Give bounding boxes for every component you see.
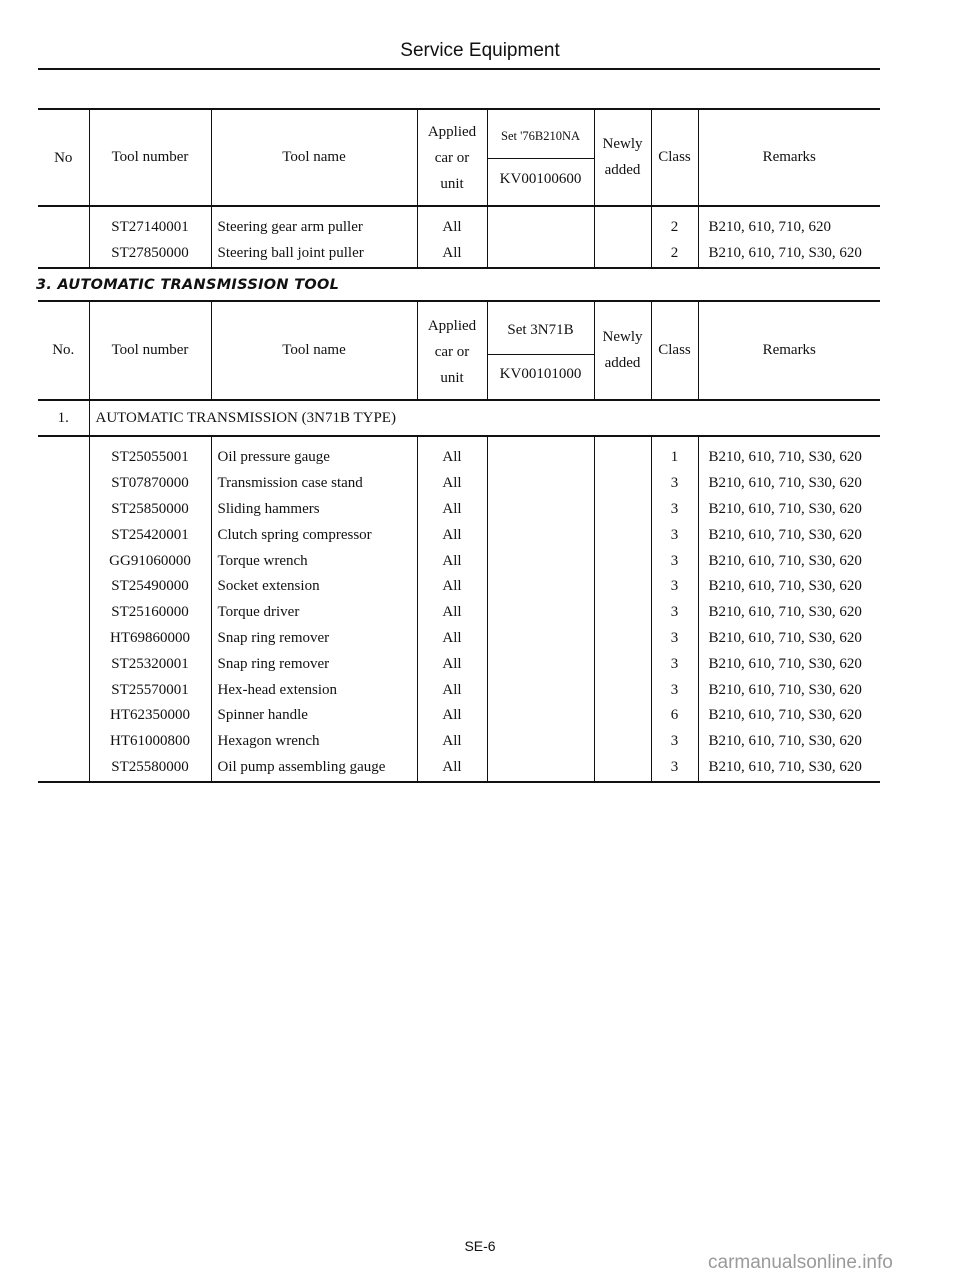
table-row xyxy=(38,445,880,471)
class-cell: 1 xyxy=(651,445,698,471)
set-cell xyxy=(487,729,594,755)
tool-number-cell: ST25850000 xyxy=(89,497,211,523)
tool-name-cell: Torque driver xyxy=(211,600,417,626)
newly-added-cell xyxy=(594,678,651,704)
remarks-cell: B210, 610, 710, S30, 620 xyxy=(698,652,880,678)
class-cell: 3 xyxy=(651,497,698,523)
no-cell xyxy=(38,471,89,497)
table-row xyxy=(38,549,880,575)
header-newly-line2: added xyxy=(604,161,641,178)
automatic-transmission-tools-table xyxy=(38,300,880,783)
set-cell xyxy=(487,497,594,523)
newly-added-cell xyxy=(594,703,651,729)
table-row xyxy=(38,215,880,241)
applied-cell: All xyxy=(417,729,487,755)
class-cell: 3 xyxy=(651,678,698,704)
set-cell xyxy=(487,600,594,626)
tool-number-cell: HT61000800 xyxy=(89,729,211,755)
set-cell xyxy=(487,549,594,575)
header-set-name: Set 3N71B xyxy=(487,301,594,354)
tool-name-cell: Steering gear arm puller xyxy=(211,215,417,241)
tool-number-cell: GG91060000 xyxy=(89,549,211,575)
table-row xyxy=(38,626,880,652)
watermark: carmanualsonline.info xyxy=(708,1252,893,1273)
set-cell xyxy=(487,215,594,241)
class-cell: 3 xyxy=(651,755,698,782)
class-cell: 2 xyxy=(651,215,698,241)
class-cell: 3 xyxy=(651,652,698,678)
applied-cell: All xyxy=(417,523,487,549)
newly-added-cell xyxy=(594,497,651,523)
header-tool-number: Tool number xyxy=(89,109,211,206)
applied-cell: All xyxy=(417,703,487,729)
applied-cell: All xyxy=(417,241,487,268)
remarks-cell: B210, 610, 710, S30, 620 xyxy=(698,241,880,268)
header-newly-line2: added xyxy=(604,354,641,371)
header-set-name: Set '76B210NA xyxy=(487,109,594,159)
table-row xyxy=(38,755,880,782)
set-cell xyxy=(487,574,594,600)
newly-added-cell xyxy=(594,600,651,626)
header-no: No xyxy=(54,149,73,166)
no-cell xyxy=(38,652,89,678)
newly-added-cell xyxy=(594,729,651,755)
set-cell xyxy=(487,678,594,704)
tool-number-cell: ST25055001 xyxy=(89,445,211,471)
tool-name-cell: Oil pressure gauge xyxy=(211,445,417,471)
newly-added-cell xyxy=(594,445,651,471)
tool-name-cell: Steering ball joint puller xyxy=(211,241,417,268)
newly-added-cell xyxy=(594,626,651,652)
tool-name-cell: Hex-head extension xyxy=(211,678,417,704)
header-remarks: Remarks xyxy=(698,109,880,206)
no-cell xyxy=(38,574,89,600)
header-no: No. xyxy=(52,341,75,358)
tool-number-cell: ST25570001 xyxy=(89,678,211,704)
tool-number-cell: ST27850000 xyxy=(89,241,211,268)
applied-cell: All xyxy=(417,215,487,241)
tool-name-cell: Socket extension xyxy=(211,574,417,600)
tool-name-cell: Spinner handle xyxy=(211,703,417,729)
header-applied xyxy=(417,109,487,206)
remarks-cell: B210, 610, 710, S30, 620 xyxy=(698,549,880,575)
table-row xyxy=(38,471,880,497)
steering-tools-table xyxy=(38,108,880,269)
page-number: SE-6 xyxy=(464,1238,496,1254)
applied-cell: All xyxy=(417,445,487,471)
applied-cell: All xyxy=(417,755,487,782)
set-cell xyxy=(487,523,594,549)
applied-cell: All xyxy=(417,626,487,652)
newly-added-cell xyxy=(594,241,651,268)
header-applied-line2: car or xyxy=(434,343,470,360)
group-title: AUTOMATIC TRANSMISSION (3N71B TYPE) xyxy=(89,400,880,436)
no-cell xyxy=(38,523,89,549)
no-cell xyxy=(38,445,89,471)
remarks-cell: B210, 610, 710, S30, 620 xyxy=(698,678,880,704)
remarks-cell: B210, 610, 710, S30, 620 xyxy=(698,729,880,755)
class-cell: 3 xyxy=(651,574,698,600)
set-cell xyxy=(487,626,594,652)
tool-number-cell: ST25420001 xyxy=(89,523,211,549)
table-row xyxy=(38,497,880,523)
no-cell xyxy=(38,626,89,652)
class-cell: 3 xyxy=(651,523,698,549)
header-tool-name: Tool name xyxy=(211,301,417,400)
newly-added-cell xyxy=(594,549,651,575)
header-applied-line1: Applied xyxy=(427,318,477,334)
tool-name-cell: Clutch spring compressor xyxy=(211,523,417,549)
header-newly-line1: Newly xyxy=(602,328,643,345)
table-row xyxy=(38,574,880,600)
header-applied-line3: unit xyxy=(440,369,464,386)
header-applied-line3: unit xyxy=(440,175,464,192)
newly-added-cell xyxy=(594,523,651,549)
newly-added-cell xyxy=(594,215,651,241)
no-cell xyxy=(38,497,89,523)
table-row xyxy=(38,652,880,678)
remarks-cell: B210, 610, 710, S30, 620 xyxy=(698,574,880,600)
no-cell xyxy=(38,600,89,626)
table-row xyxy=(38,678,880,704)
header-newly-added xyxy=(594,109,651,206)
header-newly-line1: Newly xyxy=(602,135,643,152)
applied-cell: All xyxy=(417,471,487,497)
set-cell xyxy=(487,755,594,782)
remarks-cell: B210, 610, 710, S30, 620 xyxy=(698,626,880,652)
class-cell: 3 xyxy=(651,626,698,652)
tool-name-cell: Hexagon wrench xyxy=(211,729,417,755)
tool-name-cell: Snap ring remover xyxy=(211,626,417,652)
tool-number-cell: ST25320001 xyxy=(89,652,211,678)
set-cell xyxy=(487,241,594,268)
tool-name-cell: Snap ring remover xyxy=(211,652,417,678)
set-cell xyxy=(487,652,594,678)
table-row xyxy=(38,523,880,549)
tool-name-cell: Oil pump assembling gauge xyxy=(211,755,417,782)
class-cell: 3 xyxy=(651,600,698,626)
remarks-cell: B210, 610, 710, S30, 620 xyxy=(698,600,880,626)
tool-number-cell: ST27140001 xyxy=(89,215,211,241)
header-set-number: KV00100600 xyxy=(487,159,594,207)
remarks-cell: B210, 610, 710, S30, 620 xyxy=(698,523,880,549)
no-cell xyxy=(38,703,89,729)
table-row xyxy=(38,729,880,755)
header-set-number: KV00101000 xyxy=(487,354,594,400)
header-newly-added xyxy=(594,301,651,400)
applied-cell: All xyxy=(417,497,487,523)
group-row xyxy=(38,400,880,436)
no-cell xyxy=(38,549,89,575)
group-number: 1. xyxy=(57,410,69,427)
set-cell xyxy=(487,471,594,497)
set-cell xyxy=(487,445,594,471)
header-remarks: Remarks xyxy=(698,301,880,400)
no-cell xyxy=(38,729,89,755)
tool-name-cell: Torque wrench xyxy=(211,549,417,575)
no-cell xyxy=(38,678,89,704)
remarks-cell: B210, 610, 710, S30, 620 xyxy=(698,755,880,782)
remarks-cell: B210, 610, 710, S30, 620 xyxy=(698,703,880,729)
newly-added-cell xyxy=(594,755,651,782)
header-class: Class xyxy=(651,301,698,400)
tool-number-cell: ST25490000 xyxy=(89,574,211,600)
newly-added-cell xyxy=(594,652,651,678)
header-applied xyxy=(417,301,487,400)
applied-cell: All xyxy=(417,652,487,678)
newly-added-cell xyxy=(594,574,651,600)
header-applied-line2: car or xyxy=(434,149,470,166)
tool-number-cell: ST25580000 xyxy=(89,755,211,782)
applied-cell: All xyxy=(417,600,487,626)
set-cell xyxy=(487,703,594,729)
class-cell: 3 xyxy=(651,471,698,497)
class-cell: 6 xyxy=(651,703,698,729)
tool-number-cell: ST07870000 xyxy=(89,471,211,497)
applied-cell: All xyxy=(417,549,487,575)
page-title: Service Equipment xyxy=(400,40,560,61)
no-cell xyxy=(38,755,89,782)
newly-added-cell xyxy=(594,471,651,497)
class-cell: 3 xyxy=(651,549,698,575)
title-rule xyxy=(38,68,880,70)
tool-number-cell: HT69860000 xyxy=(89,626,211,652)
table-row xyxy=(38,600,880,626)
tool-number-cell: HT62350000 xyxy=(89,703,211,729)
section-heading: 3. AUTOMATIC TRANSMISSION TOOL xyxy=(36,277,340,293)
remarks-cell: B210, 610, 710, S30, 620 xyxy=(698,497,880,523)
class-cell: 2 xyxy=(651,241,698,268)
remarks-cell: B210, 610, 710, S30, 620 xyxy=(698,471,880,497)
tool-name-cell: Sliding hammers xyxy=(211,497,417,523)
remarks-cell: B210, 610, 710, 620 xyxy=(698,215,880,241)
table-row xyxy=(38,241,880,268)
header-class: Class xyxy=(651,109,698,206)
header-tool-name: Tool name xyxy=(211,109,417,206)
table-row xyxy=(38,703,880,729)
header-tool-number: Tool number xyxy=(89,301,211,400)
tool-name-cell: Transmission case stand xyxy=(211,471,417,497)
class-cell: 3 xyxy=(651,729,698,755)
applied-cell: All xyxy=(417,678,487,704)
header-applied-line1: Applied xyxy=(427,124,477,140)
applied-cell: All xyxy=(417,574,487,600)
tool-number-cell: ST25160000 xyxy=(89,600,211,626)
remarks-cell: B210, 610, 710, S30, 620 xyxy=(698,445,880,471)
